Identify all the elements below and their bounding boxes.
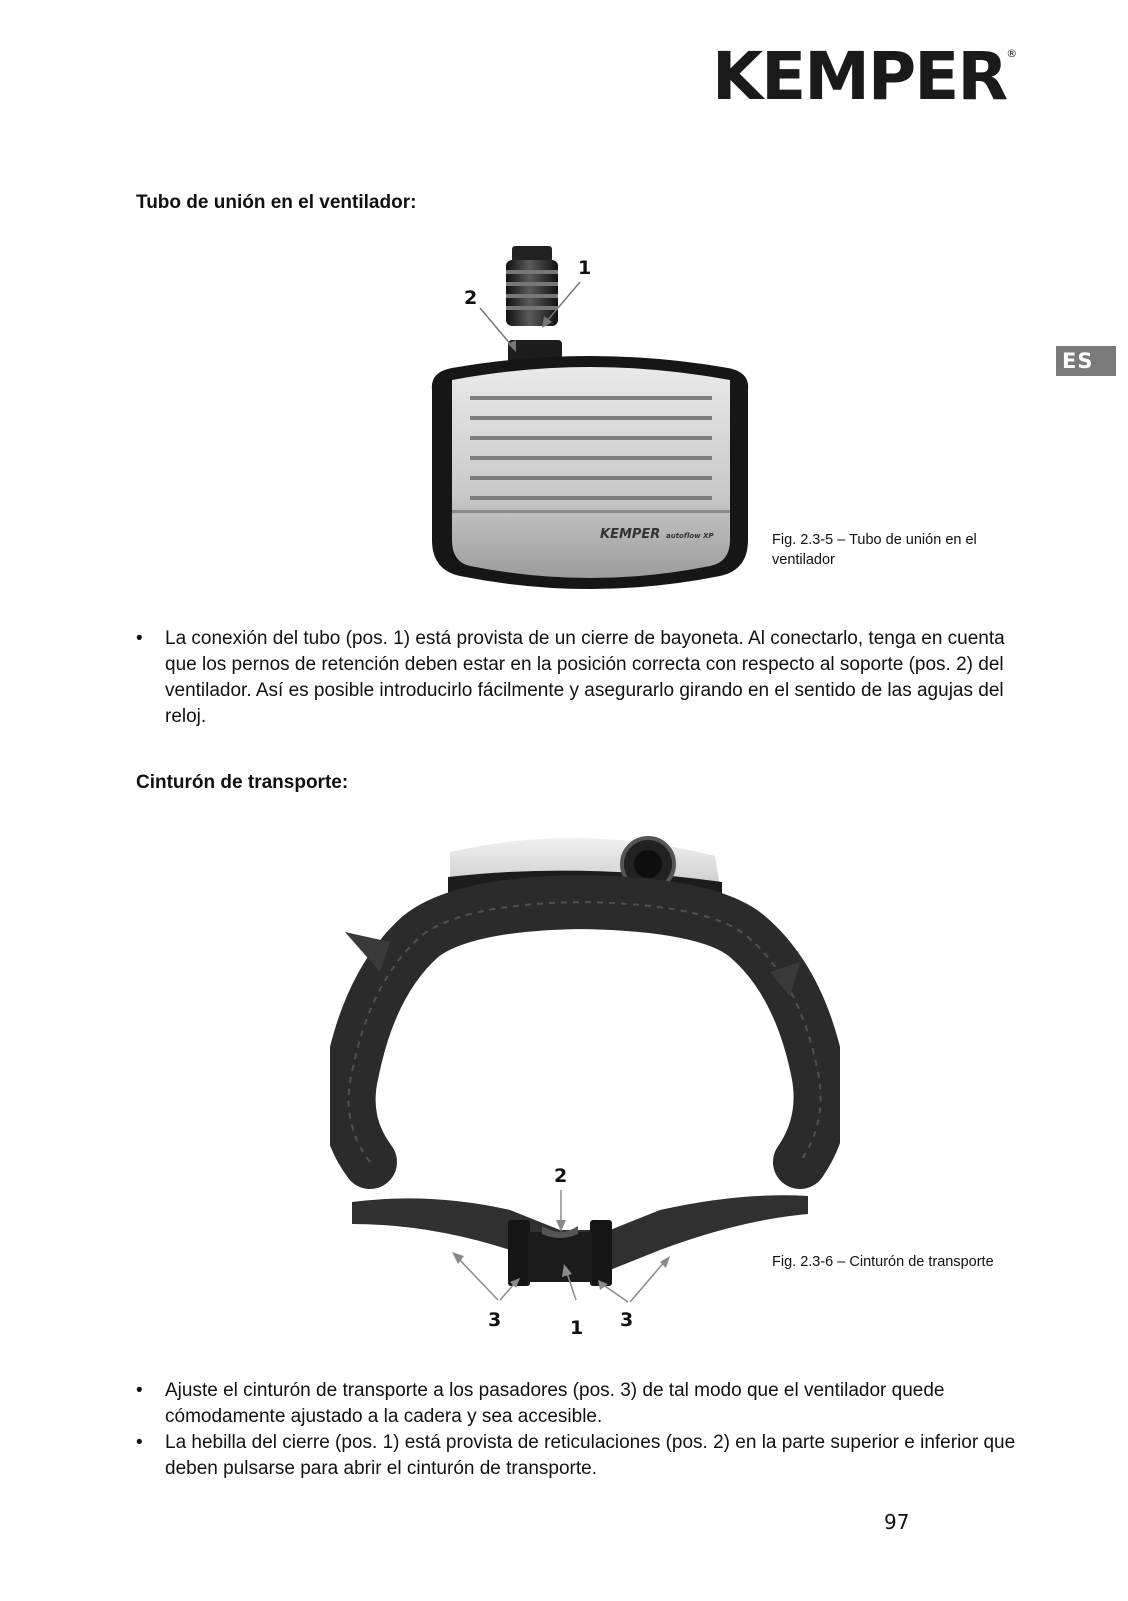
section-heading-transport-belt: Cinturón de transporte: [136, 772, 349, 793]
callout-number-1-belt: 1 [570, 1317, 584, 1339]
callout-number-1: 1 [578, 257, 592, 279]
figure-caption-2-3-5: Fig. 2.3-5 – Tubo de unión en el ventilador [772, 532, 977, 568]
fan-body [432, 356, 748, 589]
list-item: • La conexión del tubo (pos. 1) está provista de un cierre de bayoneta. Al conectarlo, tenga en cuenta que los pernos de retención deben estar en la posición correcta con respecto al soporte (pos. 2) del ventilador. Así es posible introducirlo fácilmente y asegurarlo girando en el sentido de las agujas del reloj. [136, 628, 1005, 727]
off-button-label: OFF [497, 896, 511, 903]
callout-number-3-right: 3 [620, 1309, 634, 1331]
figure-transport-belt [330, 822, 840, 1352]
section-heading-connection-tube: Tubo de unión en el ventilador: [136, 192, 417, 213]
on-button-label: ON [476, 896, 488, 903]
device-brand-label: KEMPER [600, 527, 661, 542]
connection-tube [506, 246, 558, 326]
callout-number-2-belt: 2 [554, 1165, 568, 1187]
callout-number-2: 2 [464, 287, 478, 309]
bullet-list-connection-tube [136, 626, 1036, 730]
figure-fan-connection-tube [430, 240, 750, 600]
list-item: • Ajuste el cinturón de transporte a los pasadores (pos. 3) de tal modo que el ventilador quede cómodamente ajustado a la cadera y sea accesible. [136, 1380, 945, 1427]
device-model-label: autoflow XP [666, 532, 714, 540]
page-number: 97 [884, 1510, 910, 1534]
transport-belt [345, 902, 821, 1270]
list-item: • La hebilla del cierre (pos. 1) está provista de reticulaciones (pos. 2) en la parte superior e inferior que deben pulsarse para abrir el cinturón de transporte. [136, 1432, 1016, 1479]
figure-caption-2-3-6: Fig. 2.3-6 – Cinturón de transporte [772, 1254, 994, 1270]
kemper-logo: KEMPER® [712, 38, 1018, 115]
belt-buckle [508, 1220, 612, 1286]
bullet-list-transport-belt [136, 1378, 1016, 1482]
callout-number-3-left: 3 [488, 1309, 502, 1331]
language-tab: ES [1056, 346, 1116, 376]
